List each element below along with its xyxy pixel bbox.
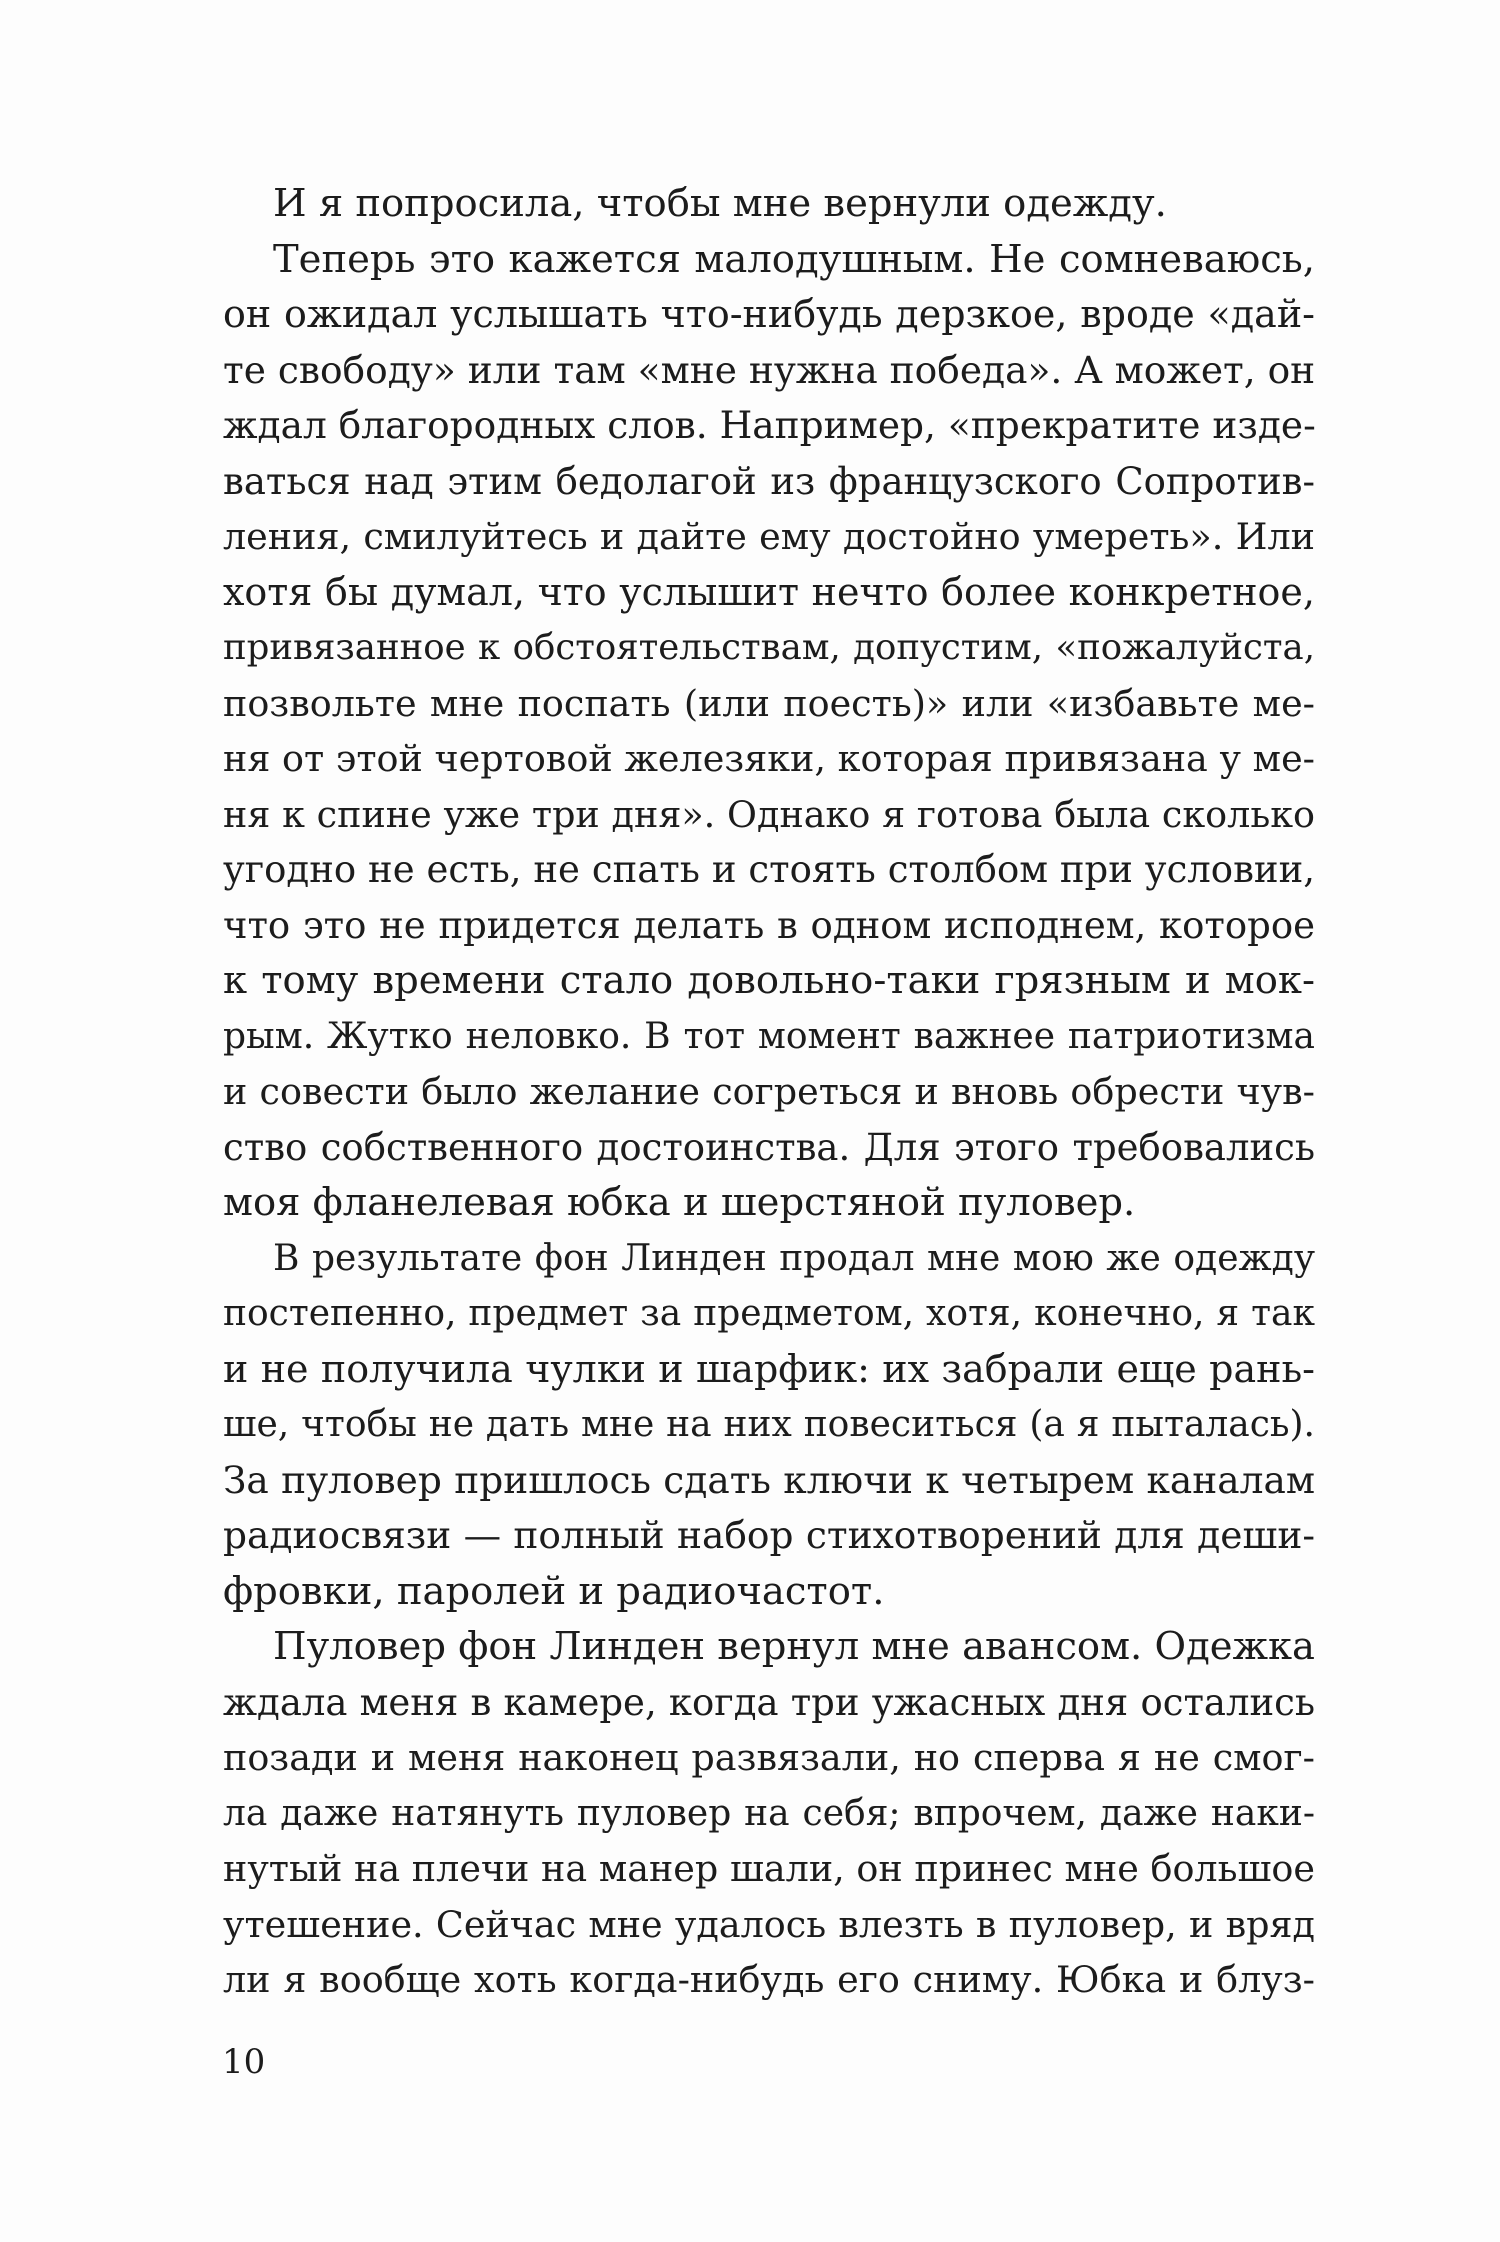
text-line: ваться над этим бедолагой из французского Сопротив- bbox=[223, 459, 1315, 503]
text-line: ления, смилуйтесь и дайте ему достойно умереть». Или bbox=[223, 515, 1315, 558]
text-line: что это не придется делать в одном исподнем, которое bbox=[223, 903, 1315, 947]
text-line: ждал благородных слов. Например, «прекратите изде- bbox=[223, 403, 1316, 447]
text-line: фровки, паролей и радиочастот. bbox=[223, 1568, 885, 1614]
text-line: рым. Жутко неловко. В тот момент важнее патриотизма bbox=[223, 1015, 1315, 1057]
text-line: те свободу» или там «мне нужна победа». А может, он bbox=[223, 347, 1316, 392]
text-line: ня к спине уже три дня». Однако я готова была сколько bbox=[223, 792, 1315, 836]
text-line: привязанное к обстоятельствам, допустим, «пожалуйста, bbox=[223, 627, 1315, 668]
text-line: ше, чтобы не дать мне на них повеситься (а я пыталась). bbox=[223, 1404, 1315, 1445]
text-line: позвольте мне поспать (или поесть)» или «избавьте ме- bbox=[223, 681, 1315, 725]
text-line: Теперь это кажется малодушным. Не сомневаюсь, bbox=[273, 236, 1315, 282]
text-line: ждала меня в камере, когда три ужасных дня остались bbox=[223, 1680, 1315, 1724]
text-line: радиосвязи — полный набор стихотворений для деши- bbox=[223, 1513, 1315, 1557]
text-line: и совести было желание согреться и вновь обрести чув- bbox=[223, 1070, 1315, 1113]
text-line: он ожидал услышать что-нибудь дерзкое, вроде «дай- bbox=[223, 292, 1315, 336]
text-line: Пуловер фон Линден вернул мне авансом. Одежка bbox=[273, 1624, 1315, 1669]
text-line: и не получила чулки и шарфик: их забрали еще рань- bbox=[223, 1346, 1315, 1391]
text-line: За пуловер пришлось сдать ключи к четырем каналам bbox=[223, 1457, 1315, 1502]
text-line: ство собственного достоинства. Для этого требовались bbox=[223, 1125, 1315, 1169]
text-line: ла даже натянуть пуловер на себя; впрочем, даже наки- bbox=[223, 1792, 1315, 1834]
text-line: моя фланелевая юбка и шерстяной пуловер. bbox=[223, 1180, 1136, 1225]
text-line: угодно не есть, не спать и стоять столбом при условии, bbox=[223, 848, 1315, 891]
text-line: ня от этой чертовой железяки, которая привязана у ме- bbox=[223, 737, 1315, 780]
text-line: И я попросила, чтобы мне вернули одежду. bbox=[273, 181, 1167, 226]
text-line: ли я вообще хоть когда-нибудь его сниму. Юбка и блуз- bbox=[223, 1958, 1315, 2001]
text-line: к тому времени стало довольно-таки грязным и мок- bbox=[223, 958, 1315, 1003]
page-number: 10 bbox=[222, 2042, 266, 2082]
text-line: нутый на плечи на манер шали, он принес мне большое bbox=[223, 1847, 1315, 1890]
text-line: позади и меня наконец развязали, но сперва я не смог- bbox=[223, 1736, 1315, 1779]
text-line: утешение. Сейчас мне удалось влезть в пуловер, и вряд bbox=[223, 1902, 1315, 1946]
body-text bbox=[223, 176, 1315, 2008]
text-line: постепенно, предмет за предметом, хотя, конечно, я так bbox=[223, 1293, 1315, 1334]
text-line: хотя бы думал, что услышит нечто более конкретное, bbox=[223, 569, 1315, 614]
text-line: В результате фон Линден продал мне мою же одежду bbox=[273, 1237, 1315, 1279]
